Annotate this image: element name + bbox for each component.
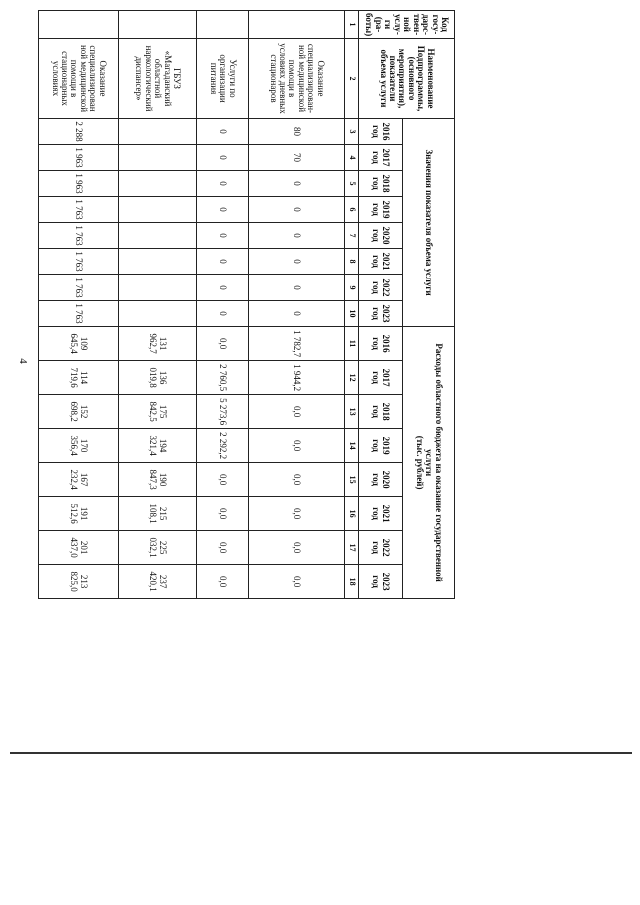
volume-cell: 0 bbox=[197, 145, 249, 171]
col-num: 13 bbox=[345, 395, 359, 429]
expense-year-2019: 2019 год bbox=[359, 429, 403, 463]
expense-cell: 0,0 bbox=[197, 327, 249, 361]
volume-cell bbox=[119, 249, 197, 275]
volume-cell: 1 763 bbox=[39, 197, 119, 223]
col-num: 2 bbox=[345, 39, 359, 119]
col-num: 1 bbox=[345, 11, 359, 39]
volume-cell bbox=[119, 275, 197, 301]
page-number: 4 bbox=[16, 358, 29, 364]
expense-cell: 0,0 bbox=[197, 497, 249, 531]
volume-year-2019: 2019 год bbox=[359, 197, 403, 223]
expense-cell: 0,0 bbox=[197, 463, 249, 497]
expense-cell: 2 760,5 bbox=[197, 361, 249, 395]
expense-cell: 167 232,4 bbox=[39, 463, 119, 497]
expense-cell: 175 842,5 bbox=[119, 395, 197, 429]
volume-year-2018: 2018 год bbox=[359, 171, 403, 197]
expense-year-2021: 2021 год bbox=[359, 497, 403, 531]
expense-year-2020: 2020 год bbox=[359, 463, 403, 497]
col-num: 16 bbox=[345, 497, 359, 531]
volume-cell: 0 bbox=[249, 171, 345, 197]
row-name: Оказание специализирован ной медицинской помощи в стационарных условиях bbox=[39, 39, 119, 119]
col-num: 9 bbox=[345, 275, 359, 301]
volume-year-2017: 2017 год bbox=[359, 145, 403, 171]
volume-cell: 0 bbox=[249, 249, 345, 275]
column-number-row bbox=[345, 11, 359, 599]
expense-cell: 194 321,4 bbox=[119, 429, 197, 463]
scan-divider-line bbox=[10, 752, 632, 754]
expense-year-2023: 2023 год bbox=[359, 565, 403, 599]
table-row bbox=[249, 11, 345, 599]
volume-cell: 0 bbox=[197, 301, 249, 327]
volume-year-2020: 2020 год bbox=[359, 223, 403, 249]
expense-cell: 213 825,0 bbox=[39, 565, 119, 599]
expense-cell: 136 019,8 bbox=[119, 361, 197, 395]
volume-cell bbox=[119, 223, 197, 249]
row-name: ГБУЗ «Магаданский областной наркологический диспансер» bbox=[119, 39, 197, 119]
row-code bbox=[39, 11, 119, 39]
expense-cell: 225 032,1 bbox=[119, 531, 197, 565]
expense-cell: 191 512,6 bbox=[39, 497, 119, 531]
table-row bbox=[39, 11, 119, 599]
expense-cell: 5 273,6 bbox=[197, 395, 249, 429]
expense-cell: 152 698,2 bbox=[39, 395, 119, 429]
header-expense-group bbox=[403, 327, 455, 599]
volume-cell: 0 bbox=[249, 275, 345, 301]
row-code bbox=[197, 11, 249, 39]
expense-year-2018: 2018 год bbox=[359, 395, 403, 429]
header-name: Наименование Подпрограммы, (основного мероприятия), показатели объема услуги bbox=[359, 39, 455, 119]
volume-cell: 0 bbox=[249, 301, 345, 327]
volume-cell: 1 963 bbox=[39, 171, 119, 197]
service-volume-table bbox=[38, 10, 455, 599]
expense-cell: 215 108,1 bbox=[119, 497, 197, 531]
expense-cell: 237 420,1 bbox=[119, 565, 197, 599]
expense-year-2022: 2022 год bbox=[359, 531, 403, 565]
expense-cell: 0,0 bbox=[249, 463, 345, 497]
expense-cell: 0,0 bbox=[197, 565, 249, 599]
volume-cell: 2 288 bbox=[39, 119, 119, 145]
volume-cell: 1 763 bbox=[39, 249, 119, 275]
expense-cell: 0,0 bbox=[249, 531, 345, 565]
row-name: Оказание специализирован-ной медицинской помощи в условиях дневных стационаров bbox=[249, 39, 345, 119]
col-num: 5 bbox=[345, 171, 359, 197]
col-num: 8 bbox=[345, 249, 359, 275]
volume-cell bbox=[119, 301, 197, 327]
volume-year-2023: 2023 год bbox=[359, 301, 403, 327]
expense-cell: 1 782,7 bbox=[249, 327, 345, 361]
header-row-groups bbox=[403, 11, 455, 599]
volume-cell: 80 bbox=[249, 119, 345, 145]
volume-cell: 0 bbox=[197, 249, 249, 275]
expense-cell: 0,0 bbox=[249, 395, 345, 429]
col-num: 10 bbox=[345, 301, 359, 327]
col-num: 18 bbox=[345, 565, 359, 599]
expense-cell: 201 437,0 bbox=[39, 531, 119, 565]
row-name: Услуги по организации питания bbox=[197, 39, 249, 119]
expense-cell: 0,0 bbox=[249, 565, 345, 599]
expense-unit: (тыс. рублей) bbox=[414, 435, 425, 490]
volume-cell: 0 bbox=[197, 197, 249, 223]
expense-year-2017: 2017 год bbox=[359, 361, 403, 395]
expense-cell: 114 719,6 bbox=[39, 361, 119, 395]
row-code bbox=[249, 11, 345, 39]
header-volume-group: Значения показателя объема услуги bbox=[403, 119, 455, 327]
col-num: 17 bbox=[345, 531, 359, 565]
col-num: 7 bbox=[345, 223, 359, 249]
expense-cell: 1 944,2 bbox=[249, 361, 345, 395]
row-code bbox=[119, 11, 197, 39]
volume-cell bbox=[119, 171, 197, 197]
expense-cell: 131 962,7 bbox=[119, 327, 197, 361]
col-num: 14 bbox=[345, 429, 359, 463]
table-row bbox=[119, 11, 197, 599]
volume-cell: 0 bbox=[197, 223, 249, 249]
expense-cell: 0,0 bbox=[197, 531, 249, 565]
volume-cell bbox=[119, 145, 197, 171]
expense-year-2016: 2016 год bbox=[359, 327, 403, 361]
volume-year-2016: 2016 год bbox=[359, 119, 403, 145]
col-num: 12 bbox=[345, 361, 359, 395]
volume-cell: 1 963 bbox=[39, 145, 119, 171]
table-row bbox=[197, 11, 249, 599]
expense-cell: 190 847,3 bbox=[119, 463, 197, 497]
volume-cell: 0 bbox=[197, 119, 249, 145]
volume-cell: 0 bbox=[249, 223, 345, 249]
rotated-table-wrapper bbox=[39, 10, 455, 596]
expense-cell: 109 645,4 bbox=[39, 327, 119, 361]
expense-cell: 170 356,4 bbox=[39, 429, 119, 463]
volume-cell: 0 bbox=[197, 275, 249, 301]
col-num: 6 bbox=[345, 197, 359, 223]
volume-cell: 0 bbox=[249, 197, 345, 223]
expense-cell: 0,0 bbox=[249, 429, 345, 463]
header-code: Код госу-дарс-твен-ной услу-ги (ра-боты) bbox=[359, 11, 455, 39]
expense-cell: 0,0 bbox=[249, 497, 345, 531]
col-num: 15 bbox=[345, 463, 359, 497]
volume-cell: 0 bbox=[197, 171, 249, 197]
expense-title: Расходы областного бюджета на оказание государственной услуги bbox=[424, 343, 444, 582]
volume-cell bbox=[119, 119, 197, 145]
volume-cell: 1 763 bbox=[39, 301, 119, 327]
col-num: 4 bbox=[345, 145, 359, 171]
volume-year-2021: 2021 год bbox=[359, 249, 403, 275]
col-num: 3 bbox=[345, 119, 359, 145]
volume-year-2022: 2022 год bbox=[359, 275, 403, 301]
volume-cell: 1 763 bbox=[39, 275, 119, 301]
volume-cell bbox=[119, 197, 197, 223]
col-num: 11 bbox=[345, 327, 359, 361]
volume-cell: 1 763 bbox=[39, 223, 119, 249]
expense-cell: 2 292,2 bbox=[197, 429, 249, 463]
volume-cell: 70 bbox=[249, 145, 345, 171]
